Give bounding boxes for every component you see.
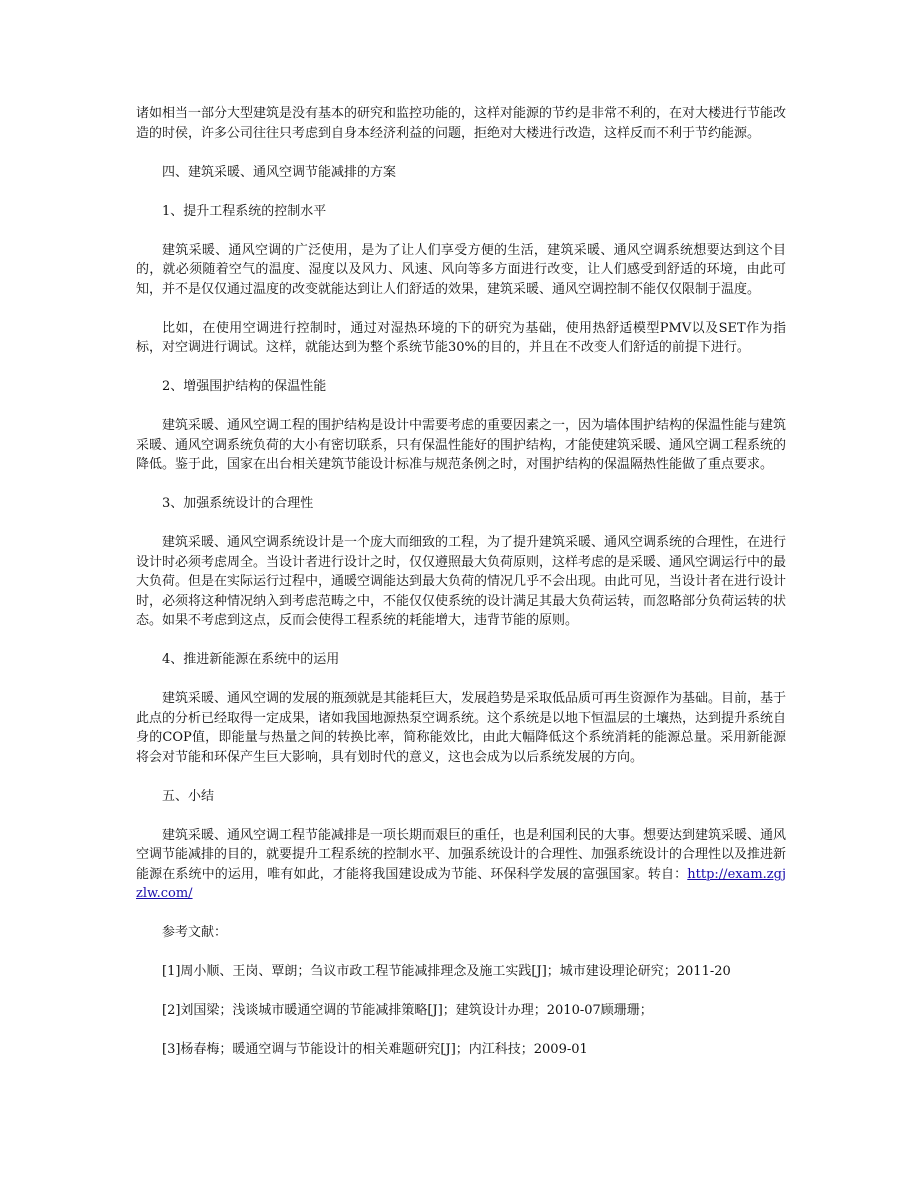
subsection-1-paragraph-2: 比如，在使用空调进行控制时，通过对湿热环境的下的研究为基础，使用热舒适模型PMV以及SET作为指标，对空调进行调试。这样，就能达到为整个系统节能30%的目的，并且在不改变人们舒适的前提下进行。 — [136, 320, 786, 355]
subsection-4-heading: 4、推进新能源在系统中的运用 — [162, 652, 340, 667]
subsection-2-heading: 2、增强围护结构的保温性能 — [162, 379, 327, 394]
subsection-3-paragraph: 建筑采暖、通风空调系统设计是一个庞大而细致的工程，为了提升建筑采暖、通风空调系统的合理性，在进行设计时必须考虑周全。当设计者进行设计之时，仅仅遵照最大负荷原则，这样考虑的是采暖、通风空调运行中的最大负荷。但是在实际运行过程中，通暖空调能达到最大负荷的情况几乎不会出现。由此可见，当设计者在进行设计时，必须将这种情况纳入到考虑范畴之中，不能仅仅使系统的设计满足其最大负荷运转，而忽略部分负荷运转的状态。如果不考虑到这点，反而会使得工程系统的耗能增大，违背节能的原则。 — [136, 535, 787, 628]
section-4-heading: 四、建筑采暖、通风空调节能减排的方案 — [162, 164, 397, 180]
subsection-3-heading: 3、加强系统设计的合理性 — [162, 496, 314, 511]
references-heading: 参考文献： — [162, 925, 228, 940]
reference-item-1: [1]周小顺、王岗、覃朗；刍议市政工程节能减排理念及施工实践[J]；城市建设理论研究；2011-20 — [162, 964, 731, 979]
subsection-1-paragraph-1: 建筑采暖、通风空调的广泛使用，是为了让人们享受方便的生活，建筑采暖、通风空调系统想要达到这个目的，就必须随着空气的温度、湿度以及风力、风速、风向等多方面进行改变，让人们感受到舒适的环境，由此可知，并不是仅仅通过温度的改变就能达到让人们舒适的效果，建筑采暖、通风空调控制不能仅仅限制于温度。 — [136, 242, 786, 297]
subsection-1-heading: 1、提升工程系统的控制水平 — [162, 203, 327, 219]
reference-item-3: [3]杨春梅；暖通空调与节能设计的相关难题研究[J]；内江科技；2009-01 — [162, 1042, 588, 1057]
section-5-heading: 五、小结 — [162, 788, 215, 804]
reference-item-2: [2]刘国梁；浅谈城市暖通空调的节能减排策略[J]；建筑设计办理；2010-07顾珊珊； — [162, 1003, 653, 1018]
subsection-2-paragraph: 建筑采暖、通风空调工程的围护结构是设计中需要考虑的重要因素之一，因为墙体围护结构的保温性能与建筑采暖、通风空调系统负荷的大小有密切联系，只有保温性能好的围护结构，才能使建筑采暖、通风空调工程系统的降低。鉴于此，国家在出台相关建筑节能设计标准与规范条例之时，对围护结构的保温隔热性能做了重点要求。 — [136, 418, 787, 472]
intro-paragraph: 诸如相当一部分大型建筑是没有基本的研究和监控功能的，这样对能源的节约是非常不利的，在对大楼进行节能改造的时侯，许多公司往往只考虑到自身本经济利益的问题，拒绝对大楼进行改造，这样反而不利于节约能源。 — [136, 106, 787, 141]
summary-text: 建筑采暖、通风空调工程节能减排是一项长期而艰巨的重任，也是利国利民的大事。想要达到建筑采暖、通风空调节能减排的目的，就要提升工程系统的控制水平、加强系统设计的合理性、加强系统设计的合理性以及推进新能源在系统中的运用，唯有如此，才能将我国建设成为节能、环保科学发展的富强国家。转自： — [136, 827, 787, 882]
summary-paragraph — [136, 826, 786, 904]
subsection-4-paragraph: 建筑采暖、通风空调的发展的瓶颈就是其能耗巨大，发展趋势是采取低品质可再生资源作为基础。目前，基于此点的分析已经取得一定成果，诸如我国地源热泵空调系统。这个系统是以地下恒温层的土壤热，达到提升系统自身的COP值，即能量与热量之间的转换比率，简称能效比，由此大幅降低这个系统消耗的能源总量。采用新能源将会对节能和环保产生巨大影响，具有划时代的意义，这也会成为以后系统发展的方向。 — [136, 691, 787, 765]
document-page — [136, 104, 786, 1079]
source-link[interactable]: http://exam.zgjzlw.com/ — [136, 866, 786, 901]
